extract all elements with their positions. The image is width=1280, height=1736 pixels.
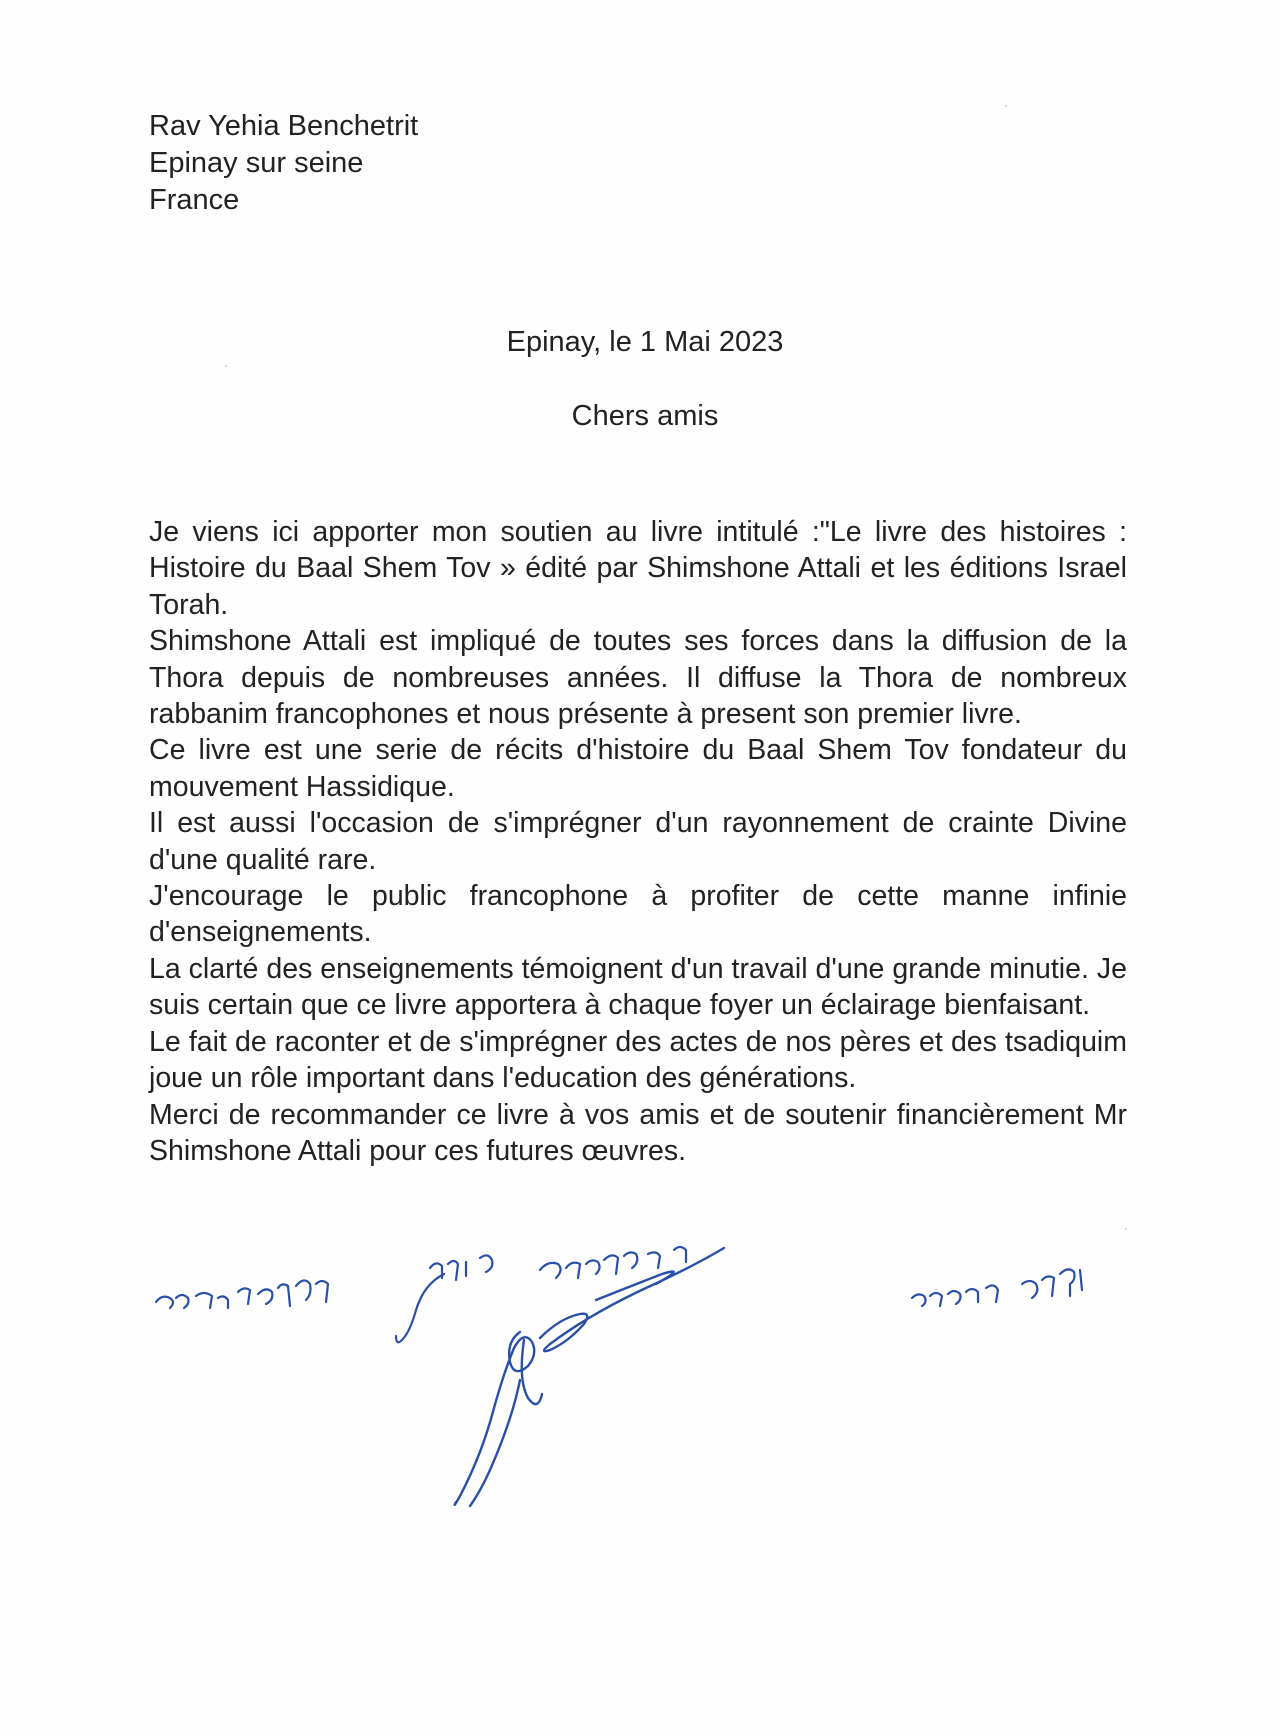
body-paragraph: Il est aussi l'occasion de s'imprégner d'un rayonnement de crainte Divine d'une qualité rare. bbox=[149, 807, 1127, 876]
salutation: Chers amis bbox=[571, 400, 719, 432]
letter-body bbox=[149, 514, 1127, 1169]
body-paragraph: Merci de recommander ce livre à vos amis et de soutenir financièrement Mr Shimshone Attali pour ces futures œuvres. bbox=[149, 1098, 1127, 1167]
sender-address-block bbox=[149, 108, 418, 219]
paper-speck bbox=[1005, 105, 1007, 107]
handwriting-left-blessing bbox=[156, 1280, 328, 1308]
sender-city: Epinay sur seine bbox=[149, 147, 364, 179]
handwriting-right-greeting bbox=[912, 1269, 1082, 1306]
handwritten-signature bbox=[0, 1240, 1280, 1540]
body-paragraph: La clarté des enseignements témoignent d'un travail d'une grande minutie. Je suis certain que ce livre apportera à chaque foyer un éclairage bienfaisant. bbox=[149, 952, 1127, 1022]
body-paragraph: Ce livre est une serie de récits d'histoire du Baal Shem Tov fondateur du mouvement Hassidique. bbox=[149, 734, 1127, 803]
handwriting-center-name bbox=[396, 1247, 686, 1342]
body-paragraph: Shimshone Attali est impliqué de toutes ses forces dans la diffusion de la Thora depuis de nombreuses années. Il diffuse la Thora de nombreux rabbanim francophones et nous présente à present son premier livre. bbox=[149, 625, 1127, 731]
sender-name: Rav Yehia Benchetrit bbox=[149, 110, 419, 142]
date-line: Epinay, le 1 Mai 2023 bbox=[506, 326, 784, 358]
paper-speck bbox=[1125, 1228, 1127, 1230]
signature-area bbox=[0, 1240, 1280, 1540]
body-paragraph: J'encourage le public francophone à profiter de cette manne infinie d'enseignements. bbox=[149, 880, 1127, 949]
body-paragraph: Le fait de raconter et de s'imprégner des actes de nos pères et des tsadiquim joue un rôle important dans l'education des générations. bbox=[149, 1025, 1127, 1095]
sender-country: France bbox=[149, 184, 240, 216]
body-paragraph: Je viens ici apporter mon soutien au livre intitulé :"Le livre des histoires : Histoire du Baal Shem Tov » édité par Shimshone Attali et les éditions Israel Torah. bbox=[149, 516, 1127, 621]
paper-speck bbox=[225, 365, 227, 367]
signature-flourish bbox=[455, 1248, 724, 1506]
